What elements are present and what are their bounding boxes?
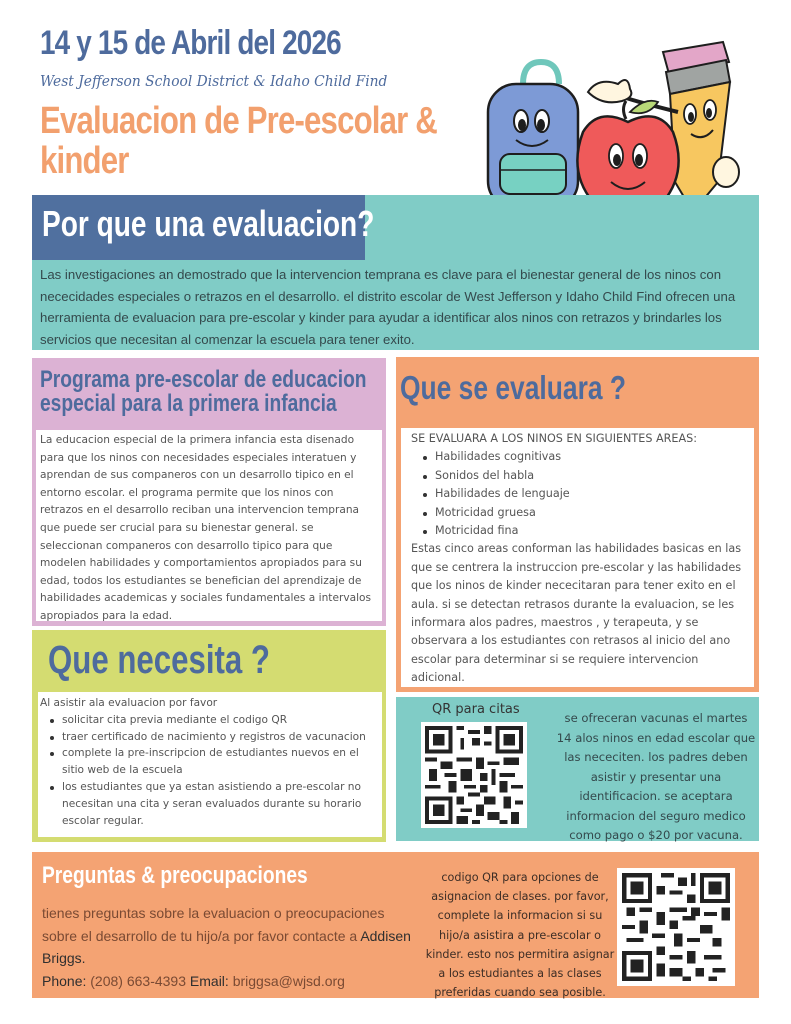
list-item: los estudiantes que ya estan asistiendo a pre-escolar no necesitan una cita y seran evaluados durante su horario escolar regular.: [48, 779, 380, 829]
vaccine-info-text: se ofreceran vacunas el martes 14 alos ninos en edad escolar que las nececiten. los padres deben asistir y presentar una identificacion. se aceptara informacion del seguro medico como pago o $20 por vacuna.: [556, 711, 756, 842]
what-evaluated-section: [396, 357, 759, 692]
why-body-text: Las investigaciones an demostrado que la intervencion temprana es clave para el bienestar general de los ninos con nececidades especiales o retrazos en el desarrollo. el distrito escolar de West Jefferson y Idaho Child Find ofrecen una herramienta de evaluacion para pre-escolar y kinder para ayudar a identificar alos ninos con retrazos y brindarles los servicios que necesitan al comenzar la escuela para tener exito.: [40, 267, 736, 347]
needs-body: [38, 692, 382, 837]
why-title: Por que una evaluacion?: [42, 203, 375, 244]
questions-title: Preguntas & preocupaciones: [42, 862, 308, 889]
organizers-subtitle: West Jefferson School District & Idaho Child Find: [40, 72, 388, 90]
questions-concerns-section: [32, 852, 759, 998]
needs-list: [40, 712, 380, 830]
list-item: Motricidad fina: [423, 522, 744, 540]
backpack-icon: [488, 62, 578, 209]
evaluate-body-text: Estas cinco areas conforman las habilidades basicas en las que se centrera la instruccion pre-escolar y las habilidades que los ninos de kinder nececitaran para tener exito en el aula. si se detectan retrasos durante la evaluacion, se les informara alos padres, maestros , y terapeuta, y se observara a los estudiantes con retrasos al inicio del ano escolar para determinar si se requiere intervencion adicional.: [411, 542, 742, 685]
what-needed-section: [32, 630, 386, 842]
appointments-vaccine-section: [396, 697, 759, 841]
phone-number[interactable]: (208) 663-4393: [90, 972, 187, 989]
list-item: Motricidad gruesa: [423, 504, 744, 522]
list-item: Habilidades cognitivas: [423, 448, 744, 466]
special-ed-program-section: [32, 358, 386, 626]
event-date-title: 14 y 15 de Abril del 2026: [40, 24, 341, 62]
evaluate-areas-list: [411, 448, 744, 540]
program-body: [36, 430, 382, 621]
qr-code-appointments[interactable]: [421, 722, 527, 828]
qr-appointments-label: QR para citas: [432, 702, 520, 717]
program-body-text: La educacion especial de la primera infancia esta disenado para que los ninos con necesidades especiales interatuen y aprendan de sus companeros con un desarrollo tipico en el entorno escolar. el programa permite que los ninos con retrazos en el desarrollo reciban una intervencion temprana que puede ser crucial para su bienestar general. se seleccionan companeros con desarrollo tipico para que modelen habilidades y comportamientos apropiados para su edad, todos los estudiantes se benefician del aprendizaje de habilidades academicas y sociales fundamentales a intervalos apropiados para la edad.: [40, 434, 372, 622]
email-address[interactable]: briggsa@wjsd.org: [232, 972, 345, 989]
qr-code-class-assignment[interactable]: [617, 868, 735, 986]
needs-intro: Al asistir ala evaluacion por favor: [40, 697, 218, 709]
main-title: Evaluacion de Pre-escolar & kinder: [40, 100, 437, 182]
evaluate-title: Que se evaluara ?: [400, 369, 626, 406]
evaluate-intro: SE EVALUARA A LOS NINOS EN SIGUIENTES AREAS:: [411, 432, 698, 445]
phone-label: Phone:: [42, 972, 87, 989]
why-evaluation-section: [32, 195, 759, 350]
email-label: Email:: [189, 972, 229, 989]
class-assignment-text: codigo QR para opciones de asignacion de clases. por favor, complete la informacion si su hijo/a asistira a pre-escolar o kinder. esto nos permitira asignar a los estudiantes a las clases preferidas cuando sea posible.: [425, 871, 615, 1000]
list-item: Sonidos del habla: [423, 467, 744, 485]
questions-body: [42, 902, 422, 992]
list-item: solicitar cita previa mediante el codigo QR: [48, 712, 380, 729]
why-title-bar: [32, 195, 375, 260]
evaluate-body: [401, 428, 754, 687]
mascot-illustration: [478, 24, 748, 224]
list-item: traer certificado de nacimiento y registros de vacunacion: [48, 729, 380, 746]
questions-text: tienes preguntas sobre la evaluacion o preocupaciones sobre el desarrollo de tu hijo/a por favor contacte a: [42, 905, 385, 944]
needs-title: Que necesita ?: [48, 638, 270, 682]
contact-name: Addisen Briggs.: [42, 927, 411, 966]
list-item: complete la pre-inscripcion de estudiantes nuevos en el sitio web de la escuela: [48, 745, 380, 779]
program-title: Programa pre-escolar de educacion especial para la primera infancia: [40, 366, 367, 417]
list-item: Habilidades de lenguaje: [423, 485, 744, 503]
